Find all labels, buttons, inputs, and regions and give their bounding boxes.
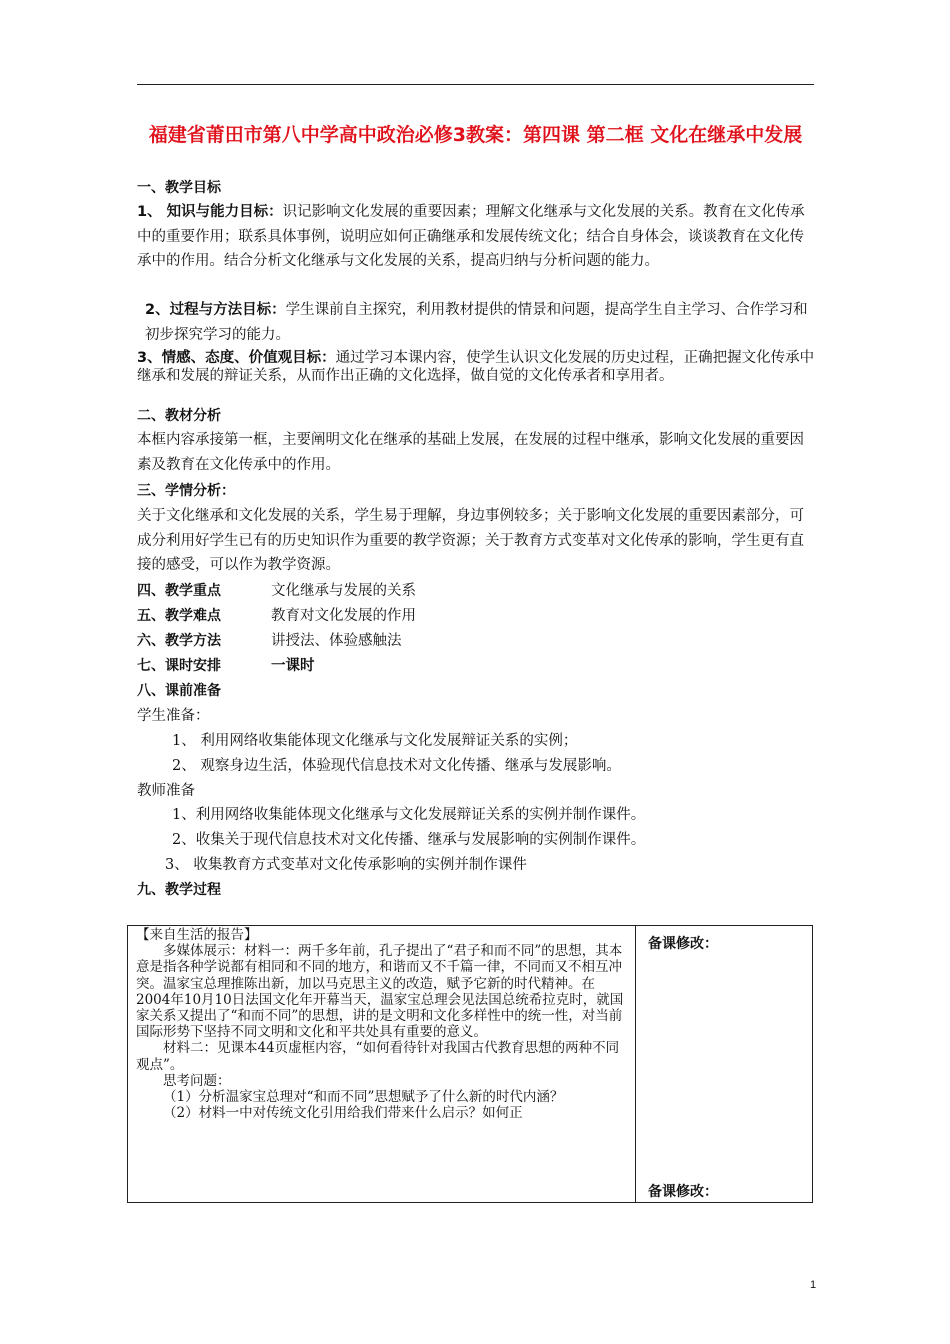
revision-note-bottom: 备课修改： (648, 1184, 718, 1200)
material-one: 多媒体展示：材料一：两千多年前，孔子提出了“君子和而不同”的思想，其本意是指各种学说都有相同和不同的地方，和谐而又不千篇一律，不同而又不相互冲突。温家宝总理推陈出新，加以马克思主义的改造，赋予它新的时代精神。在2004年10月10日法国文化年开幕当天，温家宝总理会见法国总统希拉克时，就国家关系又提出了“和而不同”的思想，讲的是文明和文化多样性中的统一性，对当前国际形势下坚持不同文明和文化和平共处具有重要的意义。 (136, 943, 624, 1041)
table-main-cell (136, 927, 626, 1121)
row-label: 四、教学重点 (137, 583, 221, 599)
row-difficulty (137, 604, 416, 628)
emotion-goal (137, 349, 817, 385)
row-schedule (137, 654, 315, 678)
student-prep-item: 2、 观察身边生活，体验现代信息技术对文化传播、继承与发展影响。 (172, 758, 621, 774)
section-9-heading: 九、教学过程 (137, 882, 221, 898)
knowledge-goal-text: 识记影响文化发展的重要因素；理解文化继承与文化发展的关系。教育在文化传承中的重要作用；联系具体事例，说明应如何正确继承和发展传统文化；结合自身体会，谈谈教育在文化传承中的作用。结合分析文化继承与文化发展的关系，提高归纳与分析问题的能力。 (137, 204, 805, 269)
teacher-prep-item: 3、 收集教育方式变革对文化传承影响的实例并制作课件 (165, 857, 527, 873)
row-label: 六、教学方法 (137, 633, 221, 649)
row-value: 教育对文化发展的作用 (271, 608, 416, 624)
section-1-heading: 一、教学目标 (137, 180, 221, 196)
teacher-prep-item: 1、利用网络收集能体现文化继承与文化发展辩证关系的实例并制作课件。 (172, 807, 646, 823)
row-value: 一课时 (271, 658, 315, 674)
report-heading: 【来自生活的报告】 (136, 927, 258, 943)
page-title: 福建省莆田市第八中学高中政治必修3教案：第四课 第二框 文化在继承中发展 (148, 124, 803, 146)
row-method (137, 629, 402, 653)
revision-note-top: 备课修改： (648, 936, 718, 952)
teacher-prep-label: 教师准备 (137, 783, 195, 799)
section-2-text: 本框内容承接第一框，主要阐明文化在继承的基础上发展，在发展的过程中继承，影响文化发展的重要因素及教育在文化传承中的作用。 (137, 432, 804, 473)
row-value: 讲授法、体验感触法 (271, 633, 402, 649)
method-goal-text: 学生课前自主探究，利用教材提供的情景和问题，提高学生自主学习、合作学习和初步探究学习的能力。 (145, 302, 808, 343)
material-two: 材料二：见课本44页虚框内容，“如何看待针对我国古代教育思想的两种不同观点”。 (136, 1040, 620, 1073)
student-prep-label: 学生准备： (137, 708, 210, 724)
knowledge-goal (137, 200, 817, 274)
emotion-goal-label: 3、情感、态度、价值观目标： (137, 350, 336, 366)
section-8-heading: 八、课前准备 (137, 683, 221, 699)
table-divider (635, 926, 636, 1202)
row-label: 七、课时安排 (137, 658, 221, 674)
section-3-text: 关于文化继承和文化发展的关系，学生易于理解，身边事例较多；关于影响文化发展的重要因素部分，可成分利用好学生已有的历史知识作为重要的教学资源；关于教育方式变革对文化传承的影响，学生更有直接的感受，可以作为教学资源。 (137, 508, 804, 573)
student-prep-item: 1、 利用网络收集能体现文化继承与文化发展辩证关系的实例； (172, 733, 578, 749)
lesson-process-table (127, 925, 813, 1203)
page-number: 1 (810, 1279, 817, 1291)
question-2: （2）材料一中对传统文化引用给我们带来什么启示？如何正 (163, 1105, 523, 1122)
knowledge-goal-label: 1、 知识与能力目标： (137, 204, 283, 220)
method-goal-label: 2、过程与方法目标： (145, 302, 286, 318)
row-key-point (137, 579, 416, 603)
section-3-heading: 三、学情分析： (137, 483, 235, 499)
emotion-goal-text: 通过学习本课内容，使学生认识文化发展的历史过程，正确把握文化传承中继承和发展的辩证关系，从而作出正确的文化选择，做自觉的文化传承者和享用者。 (137, 350, 815, 384)
question-1: （1）分析温家宝总理对“和而不同”思想赋予了什么新的时代内涵？ (163, 1089, 564, 1106)
method-goal (145, 298, 817, 347)
think-questions-label: 思考问题： (163, 1072, 231, 1089)
header-rule (137, 84, 814, 85)
row-value: 文化继承与发展的关系 (271, 583, 416, 599)
teacher-prep-item: 2、收集关于现代信息技术对文化传播、继承与发展影响的实例制作课件。 (172, 832, 646, 848)
row-label: 五、教学难点 (137, 608, 221, 624)
section-2-heading: 二、教材分析 (137, 408, 221, 424)
